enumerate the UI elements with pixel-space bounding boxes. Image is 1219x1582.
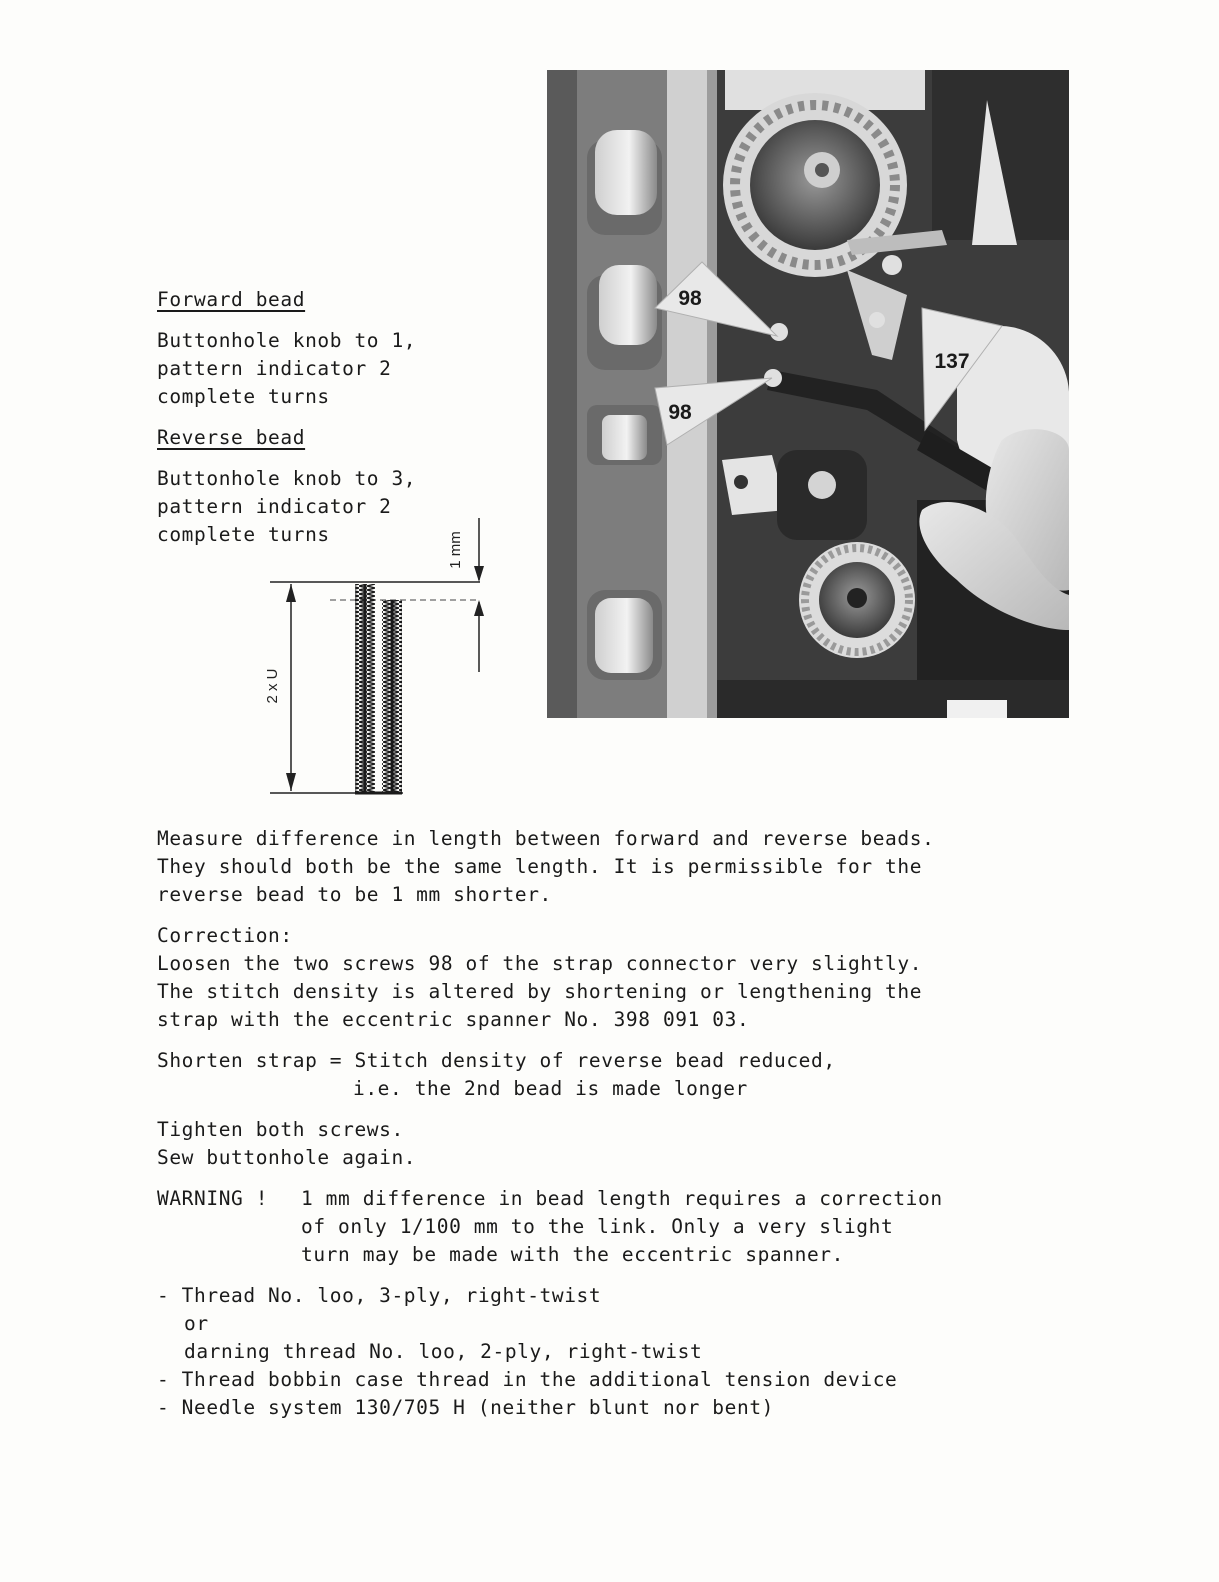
reverse-bead-text-1: Buttonhole knob to 3, [157,467,417,490]
correction-heading: Correction: [157,924,293,947]
lower-plate-screw [734,475,748,489]
forward-bead-text-3: complete turns [157,385,330,408]
warning-text-1: 1 mm difference in bead length requires a correction [301,1187,943,1210]
height-label: 2 x U [264,668,281,704]
reverse-bead-text-2: pattern indicator 2 [157,495,392,518]
knob-4 [595,598,653,673]
tighten-text-1: Tighten both screws. [157,1118,404,1141]
offset-arrow-top [474,566,484,582]
bottom-edge [717,680,1069,718]
bullet-bobbin: - Thread bobbin case thread in the additional tension device [157,1368,898,1391]
shorten-text-2: i.e. the 2nd bead is made longer [353,1077,748,1100]
offset-arrow-bottom [474,600,484,616]
reverse-bead-text-3: complete turns [157,523,330,546]
warning-text-3: turn may be made with the eccentric spanner. [301,1243,844,1266]
upper-gear-axle [815,163,829,177]
offset-label: 1 mm [447,531,464,569]
forward-bead-heading: Forward bead [157,288,306,311]
screw-right [882,255,902,275]
forward-bead-text-2: pattern indicator 2 [157,357,392,380]
cam-screw [808,471,836,499]
buttonhole-bead-diagram [255,510,495,810]
screw-middle [869,312,885,328]
bottom-label-fragment [947,700,1007,718]
forward-bead-text-1: Buttonhole knob to 1, [157,329,417,352]
knob-3 [602,415,647,460]
height-arrow-top [286,584,296,602]
callout-98-upper-label: 98 [678,287,702,310]
bullet-thread-1: - Thread No. loo, 3-ply, right-twist [157,1284,602,1307]
measure-text-1: Measure difference in length between forward and reverse beads. [157,827,935,850]
reverse-bead-heading: Reverse bead [157,426,306,449]
measure-text-2: They should both be the same length. It is permissible for the [157,855,923,878]
measure-text-3: reverse bead to be 1 mm shorter. [157,883,552,906]
tighten-text-2: Sew buttonhole again. [157,1146,417,1169]
callout-98-lower-label: 98 [668,401,692,424]
correction-text-2: The stitch density is altered by shortening or lengthening the [157,980,923,1003]
correction-text-3: strap with the eccentric spanner No. 398 091 03. [157,1008,750,1031]
bullet-thread-2: darning thread No. loo, 2-ply, right-twist [184,1340,703,1363]
correction-text-1: Loosen the two screws 98 of the strap connector very slightly. [157,952,923,975]
callout-137-label: 137 [934,350,970,373]
height-arrow-bottom [286,773,296,791]
bullet-or: or [184,1312,209,1335]
machine-photo [547,70,1069,718]
left-edge-shadow [547,70,577,718]
knob-2 [599,265,657,345]
warning-label: WARNING ! [157,1187,269,1210]
bullet-needle: - Needle system 130/705 H (neither blunt nor bent) [157,1396,774,1419]
warning-text-2: of only 1/100 mm to the link. Only a very slight [301,1215,894,1238]
knob-1 [595,130,657,215]
lower-gear-hub [847,588,867,608]
shorten-text-1: Shorten strap = Stitch density of reverse bead reduced, [157,1049,836,1072]
